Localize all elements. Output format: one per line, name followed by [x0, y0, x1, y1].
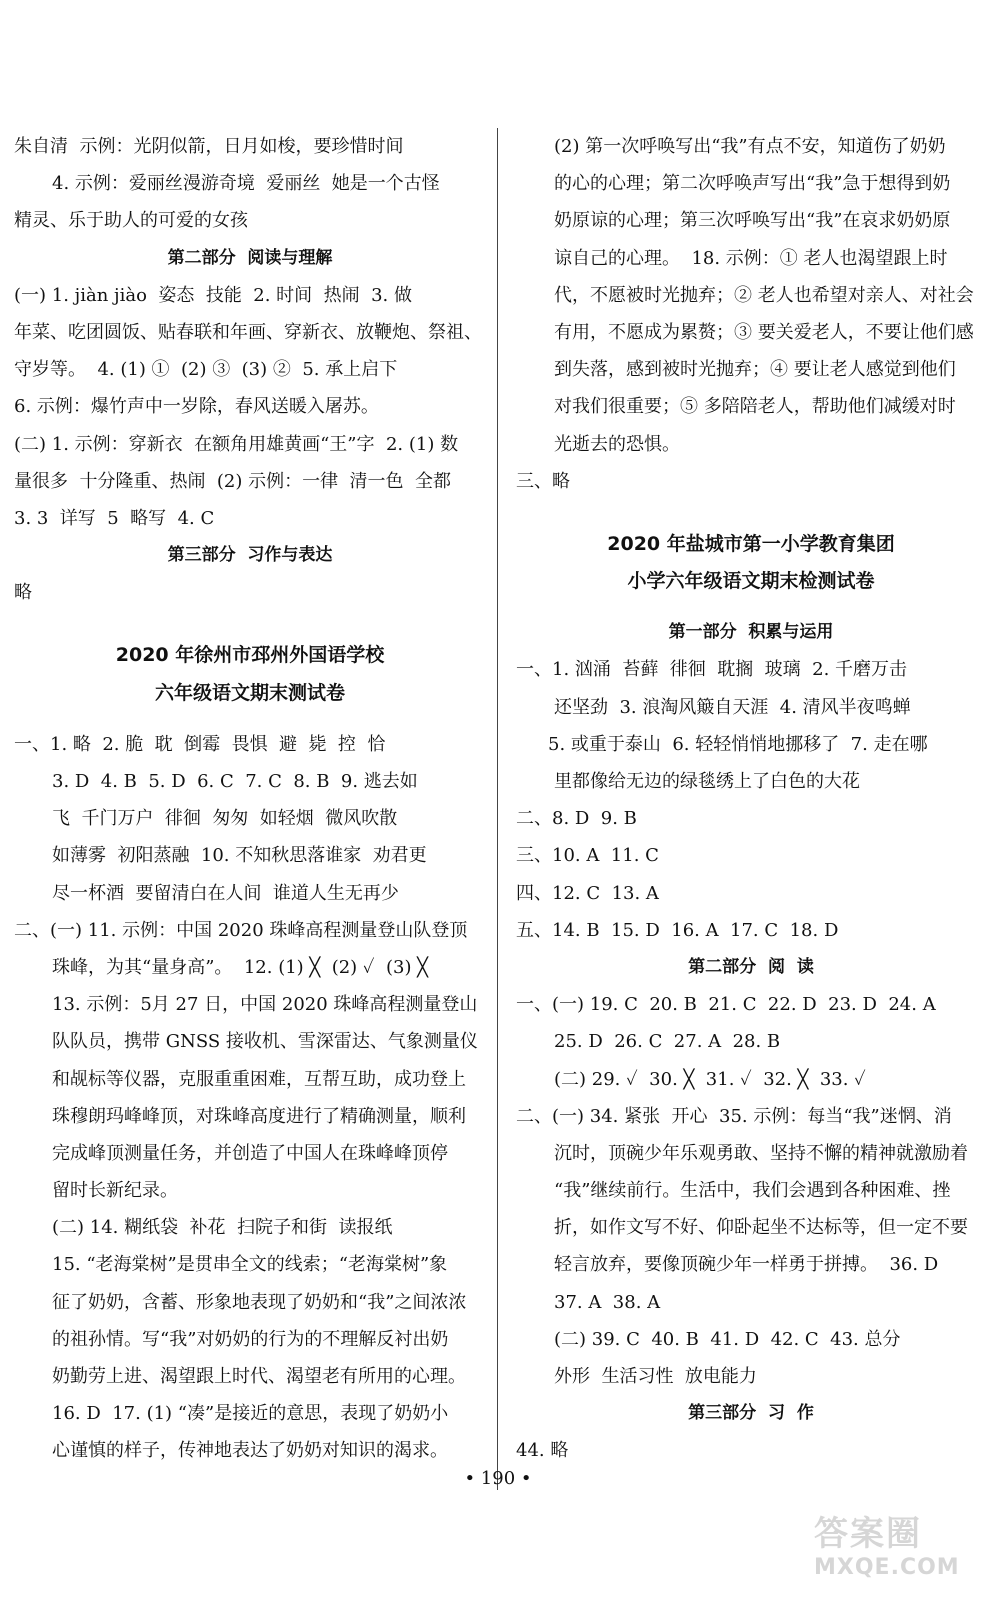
text-line: 三、略: [516, 470, 570, 492]
exam-title: 2020 年徐州市邳州外国语学校: [115, 644, 385, 667]
text-line: 二、(一) 34. 紧张 开心 35. 示例：每当“我”迷惘、消: [516, 1105, 952, 1127]
text-line: (一) 1. jiàn jiào 姿态 技能 2. 时间 热闹 3. 做: [14, 284, 412, 306]
text-line: 外形 生活习性 放电能力: [554, 1366, 757, 1387]
text-line: 征了奶奶，含蓄、形象地表现了奶奶和“我”之间浓浓: [52, 1291, 467, 1313]
watermark: [814, 1506, 984, 1588]
text-line: 37. A 38. A: [554, 1291, 661, 1313]
section-heading: 第二部分 阅读与理解: [167, 247, 333, 268]
text-line: 奶原谅的心理；第三次呼唤写出“我”在哀求奶奶原: [554, 210, 951, 232]
spacer: [516, 600, 986, 614]
watermark-url: MXQE.COM: [814, 1555, 960, 1580]
exam-subtitle: 六年级语文期末测试卷: [154, 681, 345, 704]
section-heading: 第三部分 习作与表达: [167, 545, 333, 566]
text-line: 飞 千门万户 徘徊 匆匆 如轻烟 微风吹散: [52, 808, 398, 830]
text-line: (二) 39. C 40. B 41. D 42. C 43. 总分: [554, 1328, 901, 1350]
text-line: 光逝去的恐惧。: [554, 433, 680, 455]
section-heading: 第二部分 阅 读: [688, 956, 814, 977]
text-line: 珠峰，为其“量身高”。 12. (1) ╳ (2) ✓ (3) ╳: [52, 956, 429, 978]
text-line: 如薄雾 初阳蒸融 10. 不知秋思落谁家 劝君更: [52, 845, 427, 867]
watermark-text: 答案圈: [814, 1514, 922, 1554]
right-column: [516, 128, 986, 1470]
text-line: 折，如作文写不好、仰卧起坐不达标等，但一定不要: [554, 1217, 968, 1239]
text-line: 4. 示例：爱丽丝漫游奇境 爱丽丝 她是一个古怪: [52, 173, 440, 195]
text-line: 沉时，顶碗少年乐观勇敢、坚持不懈的精神就激励着: [554, 1142, 968, 1164]
text-line: 5. 或重于泰山 6. 轻轻悄悄地挪移了 7. 走在哪: [548, 733, 928, 755]
text-line: 对我们很重要；⑤ 多陪陪老人，帮助他们减缓对时: [554, 396, 956, 418]
text-line: 朱自清 示例：光阴似箭，日月如梭，要珍惜时间: [14, 136, 404, 157]
left-column: [14, 128, 486, 1470]
text-line: 还坚劲 3. 浪淘风簸自天涯 4. 清风半夜鸣蝉: [554, 696, 911, 718]
text-line: 量很多 十分隆重、热闹 (2) 示例：一律 清一色 全都: [14, 470, 451, 492]
text-line: 和觇标等仪器，克服重重困难，互帮互助，成功登上: [52, 1068, 466, 1090]
text-line: 年菜、吃团圆饭、贴春联和年画、穿新衣、放鞭炮、祭祖、: [14, 321, 482, 343]
text-line: 的心的心理；第二次呼唤声写出“我”急于想得到奶: [554, 173, 951, 195]
text-line: 6. 示例：爆竹声中一岁除，春风送暖入屠苏。: [14, 396, 379, 418]
text-line: 里都像给无边的绿毯绣上了白色的大花: [554, 771, 860, 792]
text-line: 的祖孙情。写“我”对奶奶的行为的不理解反衬出奶: [52, 1328, 449, 1350]
text-line: 轻言放弃，要像顶碗少年一样勇于拼搏。 36. D: [554, 1254, 939, 1276]
exam-title: 2020 年盐城市第一小学教育集团: [607, 532, 895, 555]
text-line: “我”继续前行。生活中，我们会遇到各种困难、挫: [554, 1180, 951, 1202]
text-line: 二、(一) 11. 示例：中国 2020 珠峰高程测量登山队登顶: [14, 919, 468, 941]
exam-subtitle: 小学六年级语文期末检测试卷: [627, 570, 875, 593]
text-line: 一、1. 汹涌 苔藓 徘徊 耽搁 玻璃 2. 千磨万击: [516, 659, 908, 681]
text-line: 16. D 17. (1) “凑”是接近的意思，表现了奶奶小: [52, 1403, 449, 1425]
text-line: 留时长新纪录。: [52, 1180, 178, 1202]
text-line: 一、(一) 19. C 20. B 21. C 22. D 23. D 24. A: [516, 994, 936, 1016]
text-line: 3. 3 详写 5 略写 4. C: [14, 507, 215, 529]
text-line: (二) 1. 示例：穿新衣 在额角用雄黄画“王”字 2. (1) 数: [14, 433, 459, 455]
text-line: 代，不愿被时光抛弃；② 老人也希望对亲人、对社会: [554, 284, 974, 306]
text-line: 精灵、乐于助人的可爱的女孩: [14, 210, 248, 232]
text-line: (2) 第一次呼唤写出“我”有点不安，知道伤了奶奶: [554, 136, 946, 157]
text-line: 谅自己的心理。 18. 示例：① 老人也渴望跟上时: [554, 247, 948, 269]
text-line: 二、8. D 9. B: [516, 808, 637, 830]
text-line: 3. D 4. B 5. D 6. C 7. C 8. B 9. 逃去如: [52, 771, 418, 792]
text-line: 四、12. C 13. A: [516, 882, 659, 904]
text-line: 守岁等。 4. (1) ① (2) ③ (3) ② 5. 承上启下: [14, 359, 398, 381]
text-line: (二) 29. ✓ 30. ╳ 31. ✓ 32. ╳ 33. ✓: [554, 1068, 866, 1090]
text-line: 略: [14, 582, 32, 604]
text-line: 队队员，携带 GNSS 接收机、雪深雷达、气象测量仪: [52, 1031, 478, 1053]
text-line: 13. 示例：5月 27 日，中国 2020 珠峰高程测量登山: [52, 994, 478, 1016]
text-line: 一、1. 略 2. 脆 耽 倒霉 畏惧 避 毙 控 恰: [14, 733, 386, 755]
text-line: (二) 14. 糊纸袋 补花 扫院子和街 读报纸: [52, 1217, 393, 1239]
text-line: 25. D 26. C 27. A 28. B: [554, 1031, 781, 1053]
text-line: 有用，不愿成为累赘；③ 要关爱老人，不要让他们感: [554, 321, 974, 343]
page-number: • 190 •: [464, 1468, 532, 1489]
column-divider: [497, 128, 498, 1490]
spacer: [14, 712, 486, 726]
text-line: 44. 略: [516, 1440, 569, 1462]
text-line: 奶勤劳上进、渴望跟上时代、渴望老有所用的心理。: [52, 1366, 466, 1387]
text-line: 珠穆朗玛峰峰顶，对珠峰高度进行了精确测量，顺利: [52, 1105, 466, 1127]
text-line: 五、14. B 15. D 16. A 17. C 18. D: [516, 919, 839, 941]
spacer: [14, 611, 486, 637]
text-line: 三、10. A 11. C: [516, 845, 659, 867]
section-heading: 第三部分 习 作: [688, 1403, 814, 1424]
text-line: 15. “老海棠树”是贯串全文的线索；“老海棠树”象: [52, 1254, 448, 1276]
text-line: 尽一杯酒 要留清白在人间 谁道人生无再少: [52, 882, 399, 904]
text-line: 到失落，感到被时光抛弃；④ 要让老人感觉到他们: [554, 359, 956, 381]
spacer: [516, 500, 986, 526]
text-line: 完成峰顶测量任务，并创造了中国人在珠峰峰顶停: [52, 1142, 448, 1164]
text-line: 心谨慎的样子，传神地表达了奶奶对知识的渴求。: [52, 1440, 448, 1462]
section-heading: 第一部分 积累与运用: [668, 622, 834, 643]
